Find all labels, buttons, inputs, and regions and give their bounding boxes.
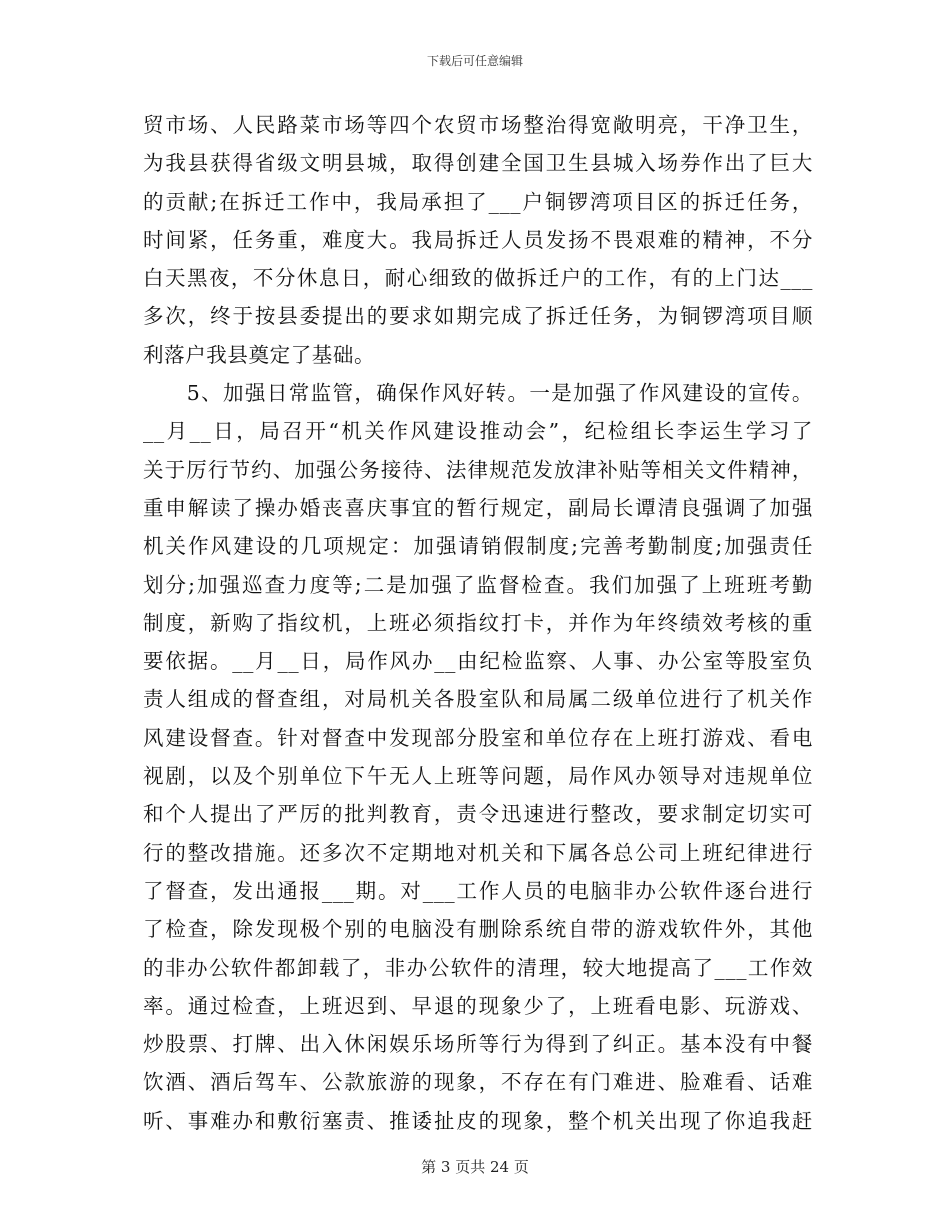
text-line: 和个人提出了严厉的批判教育，责令迅速进行整改，要求制定切实可 (143, 802, 813, 827)
text-line: 风建设督查。针对督查中发现部分股室和单位存在上班打游戏、看电 (143, 725, 813, 750)
text-line: 听、事难办和敷衍塞责、推诿扯皮的现象，整个机关出现了你追我赶 (143, 1108, 813, 1133)
document-body (143, 106, 813, 1140)
text-line: 责人组成的督查组，对局机关各股室队和局属二级单位进行了机关作 (143, 687, 813, 712)
text-line: 白天黑夜，不分休息日，耐心细致的做拆迁户的工作，有的上门达___ (143, 266, 813, 291)
text-line: 关于厉行节约、加强公务接待、法律规范发放津补贴等相关文件精神， (143, 457, 813, 482)
text-line: 利落户我县奠定了基础。 (143, 342, 376, 367)
text-line: 的非办公软件都卸载了，非办公软件的清理，较大地提高了___工作效 (143, 955, 813, 980)
text-line: 了督查，发出通报___期。对___工作人员的电脑非办公软件逐台进行 (143, 878, 813, 903)
page-header-note: 下载后可任意编辑 (426, 54, 523, 68)
text-line: 重申解读了操办婚丧喜庆事宜的暂行规定，副局长谭清良强调了加强 (143, 495, 813, 520)
text-line: 为我县获得省级文明县城，取得创建全国卫生县城入场券作出了巨大 (143, 151, 813, 176)
text-line: 率。通过检查，上班迟到、早退的现象少了，上班看电影、玩游戏、 (143, 993, 813, 1018)
text-line: 多次，终于按县委提出的要求如期完成了拆迁任务，为铜锣湾项目顺 (143, 304, 813, 329)
text-line: 要依据。__月__日，局作风办__由纪检监察、人事、办公室等股室负 (143, 649, 813, 674)
text-line: 时间紧，任务重，难度大。我局拆迁人员发扬不畏艰难的精神，不分 (143, 227, 813, 252)
text-line: 机关作风建设的几项规定：加强请销假制度;完善考勤制度;加强责任 (143, 534, 813, 559)
text-line: 的贡献;在拆迁工作中，我局承担了___户铜锣湾项目区的拆迁任务， (143, 189, 813, 214)
page-number: 第 3 页共 24 页 (421, 1158, 529, 1176)
text-line: 行的整改措施。还多次不定期地对机关和下属各总公司上班纪律进行 (143, 840, 813, 865)
text-line: 划分;加强巡查力度等;二是加强了监督检查。我们加强了上班班考勤 (143, 572, 813, 597)
text-line: 5、加强日常监管，确保作风好转。一是加强了作风建设的宣传。 (143, 381, 813, 406)
text-line: __月__日，局召开“机关作风建设推动会”，纪检组长李运生学习了 (143, 419, 813, 444)
text-line: 视剧，以及个别单位下午无人上班等问题，局作风办领导对违规单位 (143, 764, 813, 789)
text-line: 炒股票、打牌、出入休闲娱乐场所等行为得到了纠正。基本没有中餐 (143, 1032, 813, 1057)
text-line: 贸市场、人民路菜市场等四个农贸市场整治得宽敞明亮，干净卫生， (143, 113, 813, 137)
text-line: 制度，新购了指纹机，上班必须指纹打卡，并作为年终绩效考核的重 (143, 610, 813, 635)
text-line: 了检查，除发现极个别的电脑没有删除系统自带的游戏软件外，其他 (143, 917, 813, 942)
text-line: 饮酒、酒后驾车、公款旅游的现象，不存在有门难进、脸难看、话难 (143, 1070, 813, 1095)
